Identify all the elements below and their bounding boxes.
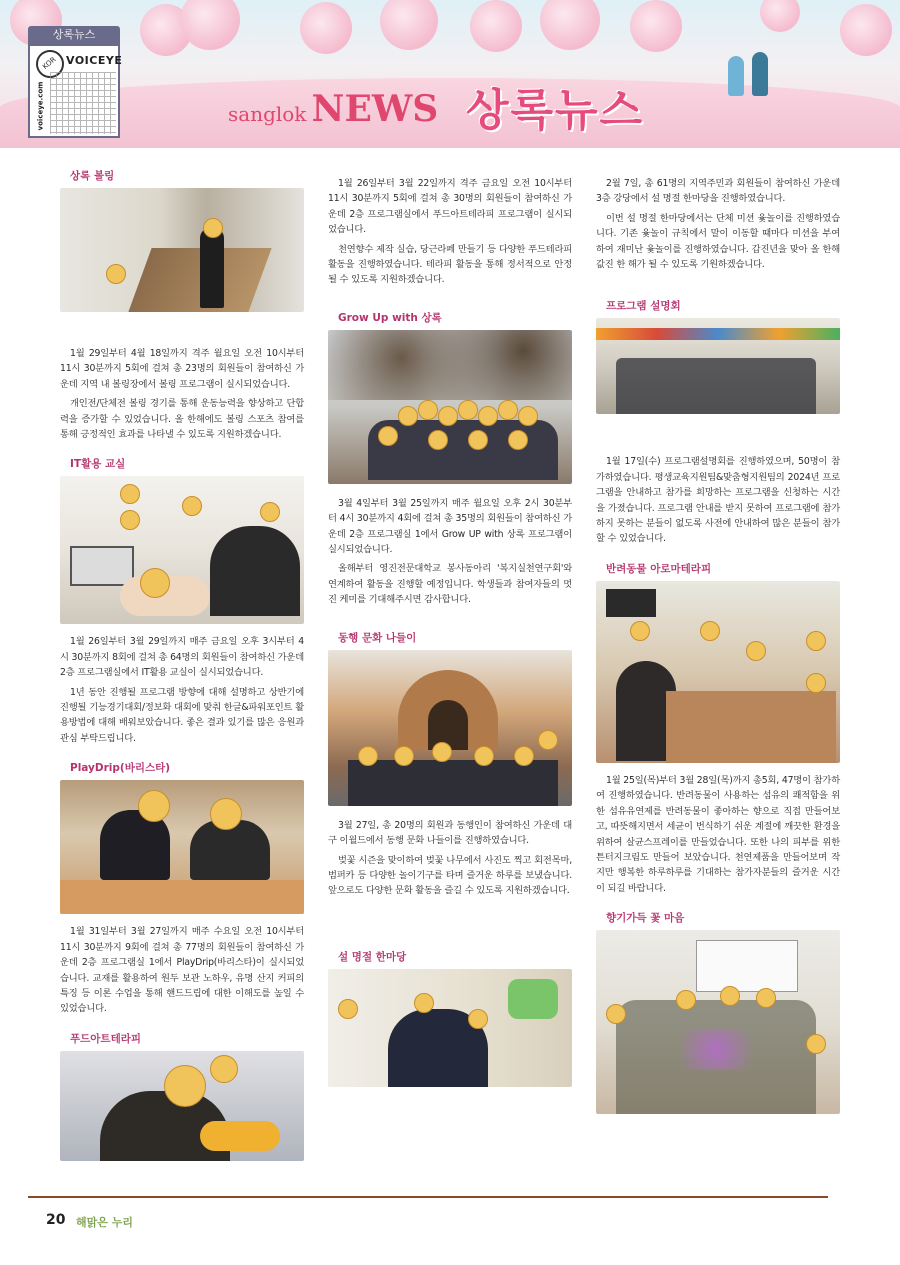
photo-briefing — [596, 318, 840, 414]
briefing-paragraph-1: 1월 17일(수) 프로그램설명회를 진행하였으며, 50명이 참가하였습니다. 평생교육지원팀&맞춤형지원팀의 2024년 프로그램을 안내하고 참가를 희망하는 프로그램을 신청하는 시간을 가졌습니다. 프로그램 안내를 받지 못하여 프로그램에 참가하지 못하는 분들이 없도록 사전에 안내하여 많은 분들이 참가할 수 있었습니다. — [596, 456, 840, 545]
column-2 — [328, 160, 572, 1087]
food-art-paragraph-2: 천연향수 제작 실습, 당근라페 만들기 등 다양한 푸드테라피 활동을 진행하였습니다. 테라피 활동을 통해 정서적으로 안정될 수 있도록 지원하겠습니다. — [328, 243, 572, 286]
bowling-paragraph-1: 1월 29일부터 4월 18일까지 격주 월요일 오전 10시부터 11시 30분까지 5회에 걸쳐 총 23명의 회원들이 참여하신 가운데 지역 내 볼링장에서 볼링 프로그램이 실시되었습니다. — [60, 348, 304, 390]
growup-paragraph-2: 올해부터 영진전문대학교 봉사동아리 '복지실천연구회'와 연계하여 활동을 진행할 예정입니다. 학생들과 참여자들의 멋진 케미를 기대해주시면 감사합니다. — [328, 563, 572, 606]
footer-divider — [28, 1196, 828, 1198]
kor-logo: KOR — [30, 44, 69, 83]
heading-culture: 동행 문화 나들이 — [338, 631, 417, 644]
qr-brand: VOICEYE — [66, 54, 123, 67]
voiceye-code — [28, 44, 123, 138]
photo-lunar — [328, 969, 572, 1087]
photo-culture — [328, 650, 572, 806]
photo-food-art — [60, 1051, 304, 1161]
bowling-paragraph-2: 개인전/단체전 볼링 경기를 통해 운동능력을 향상하고 단합력을 증가할 수 있었습니다. 올 한해에도 볼링 스포츠 참여를 통해 긍정적인 효과를 나타낼 수 있도록 지원하겠습니다. — [60, 398, 304, 441]
title-english — [228, 88, 438, 130]
blossom-tree-icon — [760, 0, 800, 32]
photo-pet-aroma — [596, 581, 840, 763]
photo-growup — [328, 330, 572, 484]
photo-bowling — [60, 188, 304, 312]
column-1 — [60, 160, 304, 1161]
title-korean: 상록뉴스 — [466, 85, 645, 136]
heading-flowers: 향기가득 꽃 마음 — [606, 912, 685, 925]
blossom-tree-icon — [380, 0, 438, 50]
page-header — [0, 0, 900, 148]
qr-pattern-icon — [50, 72, 116, 134]
column-3 — [596, 160, 840, 1114]
couple-illustration-icon — [720, 46, 780, 104]
blossom-tree-icon — [840, 4, 892, 56]
playdrip-paragraph-1: 1월 31일부터 3월 27일까지 매주 수요일 오전 10시부터 11시 30분까지 9회에 걸쳐 총 77명의 회원들이 참여하신 가운데 2층 프로그램실 1에서 PlayDrip(바리스타)이 실시되었습니다. 교재를 활용하여 원두 보관 노하우, 유명 산지 커피의 특징 등 이론 수업을 통해 핸드드립에 대한 이해도를 높일 수 있었습니다. — [60, 926, 304, 1015]
lunar-paragraph-2: 이번 설 명절 한마당에서는 단체 미션 윷놀이를 진행하였습니다. 기존 윷놀이 규칙에서 말이 이동할 때마다 미션을 부여하여 재미난 윷놀이를 진행하였습니다. 갑진년을 맞아 올 한해 값진 한 해가 될 수 있도록 기원하겠습니다. — [596, 212, 840, 271]
footer-logo: 해맑은 누리 — [76, 1216, 133, 1229]
heading-it: IT활용 교실 — [70, 458, 126, 471]
it-paragraph-1: 1월 26일부터 3월 29일까지 매주 금요일 오후 3시부터 4시 30분까지 8회에 걸쳐 총 64명의 회원들이 참여하신 가운데 2층 프로그램실에서 IT활용 교실이 실시되었습니다. — [60, 636, 304, 679]
blossom-tree-icon — [540, 0, 600, 50]
heading-playdrip: PlayDrip(바리스타) — [70, 762, 171, 775]
blossom-tree-icon — [630, 0, 682, 52]
lunar-paragraph-1: 2월 7일, 총 61명의 지역주민과 회원들이 참여하신 가운데 3층 강당에서 설 명절 한마당을 진행하였습니다. — [596, 178, 840, 205]
heading-lunar: 설 명절 한마당 — [338, 950, 407, 963]
photo-it — [60, 476, 304, 624]
title-en-big: NEWS — [311, 88, 439, 130]
heading-growup: Grow Up with 상록 — [338, 311, 442, 324]
page-number: 20 — [46, 1212, 66, 1228]
pet-aroma-paragraph-1: 1월 25일(목)부터 3월 28일(목)까지 총5회, 47명이 참가하여 진행하였습니다. 반려동물이 사용하는 섬유의 쾌적함을 위한 섬유유연제를 반려동물이 좋아하는 향으로 직접 만들어보고, 따뜻해지면서 세균이 번식하기 쉬운 계절에 깨끗한 환경을 위하여 살균스프레이를 만들었습니다. 또한 나의 피부를 위한 튼터지크림도 만들어 보았습니다. 천연제품을 만들어보며 작지만 행복한 하루하루를 기대하는 참가자분들의 즐거운 시간이 되길 바랍니다. — [596, 774, 840, 894]
it-paragraph-2: 1년 동안 진행될 프로그램 방향에 대해 설명하고 상반기에 진행될 기능경기대회/정보화 대회에 맞춰 한글&파워포인트 활용방법에 대해 배워보았습니다. 좋은 결과 있기를 많은 응원과 관심 부탁드립니다. — [60, 686, 304, 744]
culture-paragraph-1: 3월 27일, 총 20명의 회원과 동행인이 참여하신 가운데 대구 이월드에서 동행 문화 나들이를 진행하였습니다. — [328, 819, 572, 847]
qr-side-text: voiceye.com — [36, 81, 45, 131]
photo-flowers — [596, 930, 840, 1114]
heading-briefing: 프로그램 설명회 — [606, 300, 681, 313]
blossom-tree-icon — [180, 0, 240, 50]
food-art-paragraph-1: 1월 26일부터 3월 22일까지 격주 금요일 오전 10시부터 11시 30분까지 5회에 걸쳐 총 30명의 회원들이 참여하신 가운데 2층 프로그램실에서 푸드아트테라피 프로그램이 실시되었습니다. — [328, 178, 572, 236]
heading-pet-aroma: 반려동물 아로마테라피 — [606, 562, 712, 575]
blossom-tree-icon — [470, 0, 522, 52]
heading-food-art: 푸드아트테라피 — [70, 1032, 142, 1045]
title-en-small: sanglok — [228, 102, 307, 126]
heading-bowling: 상록 볼링 — [70, 170, 115, 182]
culture-paragraph-2: 벚꽃 시즌을 맞이하여 벚꽃 나무에서 사진도 찍고 회전목마, 범퍼카 등 다양한 놀이기구를 타며 즐거운 하루를 보냈습니다. 앞으로도 다양한 문화 활동을 즐길 수 있도록 지원하겠습니다. — [328, 854, 572, 897]
photo-playdrip — [60, 780, 304, 914]
blossom-tree-icon — [300, 2, 352, 54]
growup-paragraph-1: 3월 4일부터 3월 25일까지 매주 월요일 오후 2시 30분부터 4시 30분까지 4회에 걸쳐 총 35명의 회원들이 참여하신 가운데 2층 프로그램실 1에서 Grow UP with 상록 프로그램이 실시되었습니다. — [328, 497, 572, 556]
section-tab: 상록뉴스 — [28, 26, 120, 44]
